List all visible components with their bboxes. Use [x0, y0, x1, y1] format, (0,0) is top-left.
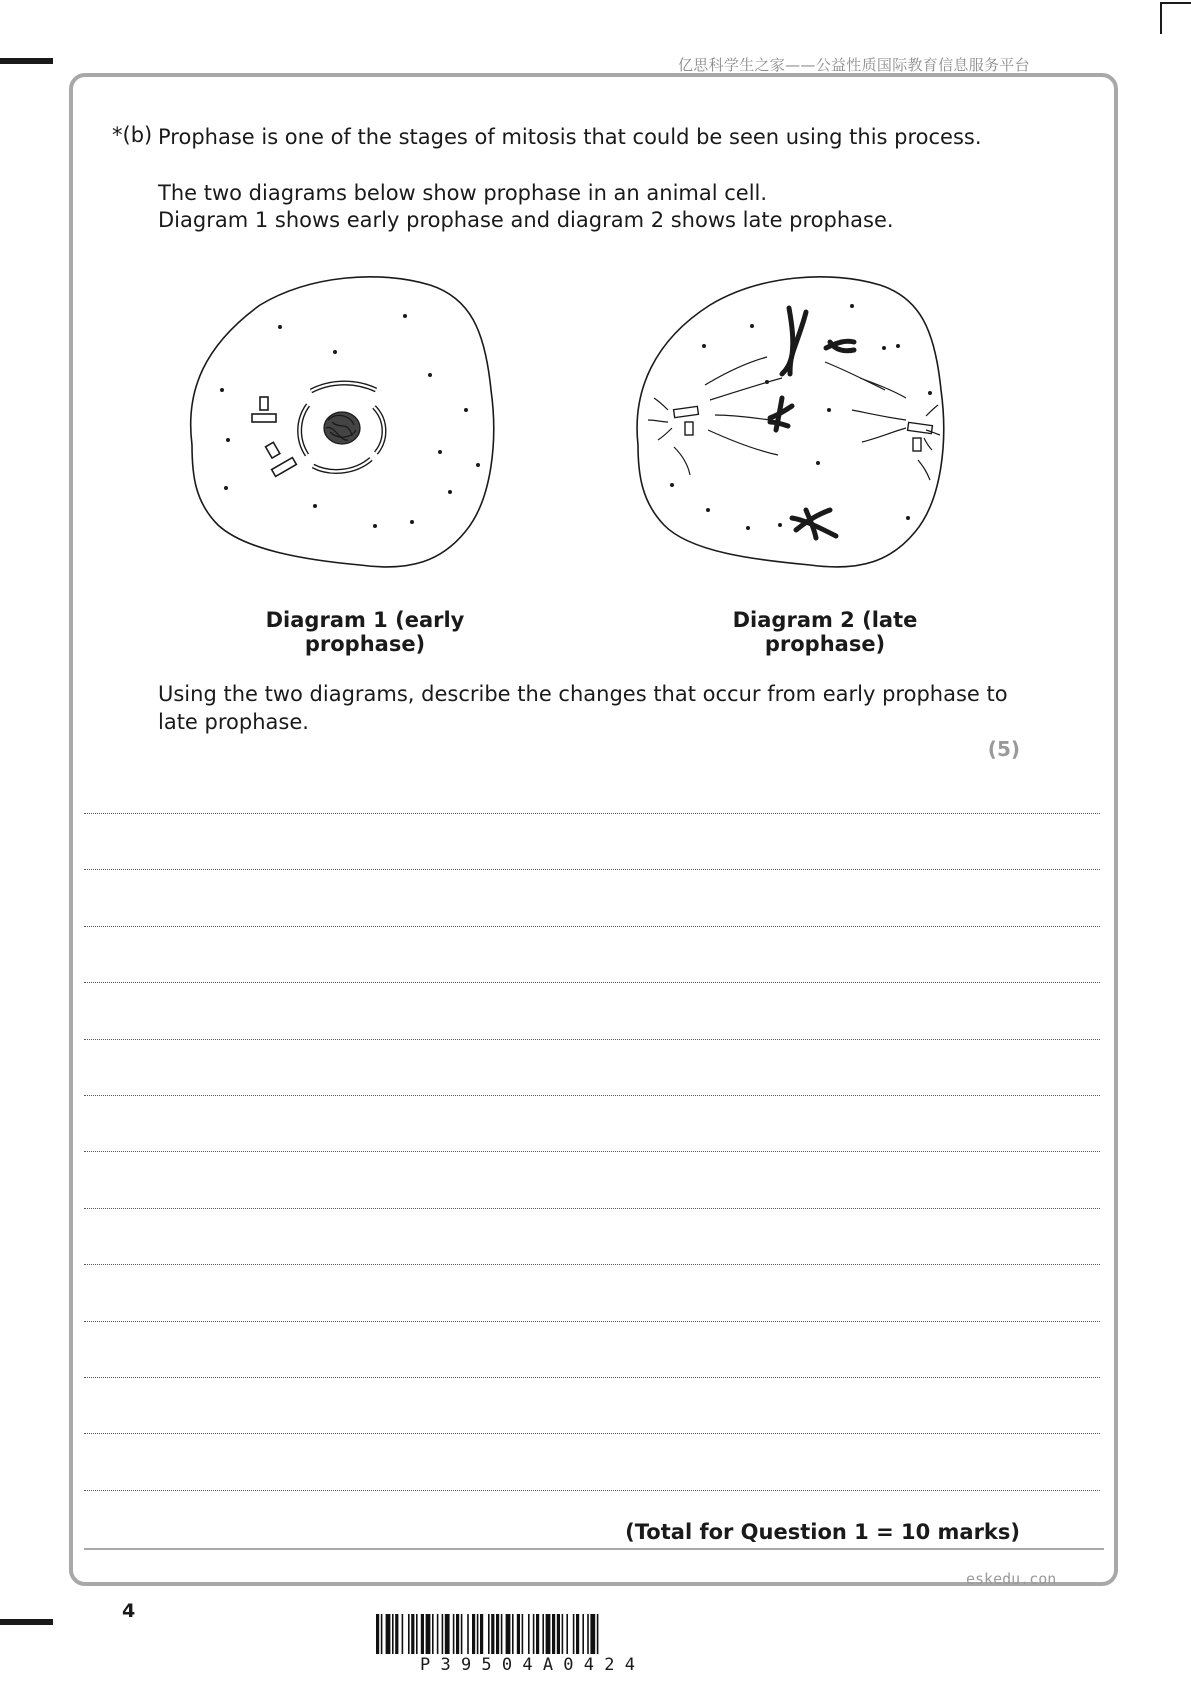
cytoplasm-dots-late [670, 304, 932, 530]
answer-line[interactable] [84, 926, 1100, 927]
task-line-2: late prophase. [158, 710, 309, 734]
answer-line[interactable] [84, 1039, 1100, 1040]
diagram-2-caption: Diagram 2 (late prophase) [732, 608, 918, 656]
answer-line[interactable] [84, 982, 1100, 983]
marks-available: (5) [987, 737, 1020, 761]
question-stem: Prophase is one of the stages of mitosis that could be seen using this process. [158, 125, 982, 149]
answer-line[interactable] [84, 1433, 1100, 1434]
answer-line[interactable] [84, 1264, 1100, 1265]
answer-line[interactable] [84, 1095, 1100, 1096]
page-number: 4 [122, 1600, 136, 1622]
margin-mark-top [0, 58, 53, 64]
bottom-rule [84, 1548, 1104, 1550]
header-watermark: 亿思科学生之家——公益性质国际教育信息服务平台 [678, 56, 1030, 74]
task-line-1: Using the two diagrams, describe the changes that occur from early prophase to [158, 682, 1008, 706]
answer-line[interactable] [84, 1321, 1100, 1322]
diagram-late-prophase [630, 270, 975, 575]
barcode-number: P 3 9 5 0 4 A 0 4 2 4 [420, 1655, 635, 1675]
question-label: *(b) [112, 123, 153, 147]
diagram-early-prophase [180, 270, 525, 575]
answer-line[interactable] [84, 1208, 1100, 1209]
question-total: (Total for Question 1 = 10 marks) [625, 1520, 1020, 1544]
question-intro-line-1: The two diagrams below show prophase in an animal cell. [158, 181, 768, 205]
margin-mark-bottom [0, 1619, 53, 1625]
diagram-1-caption: Diagram 1 (early prophase) [265, 608, 465, 656]
footer-watermark: eskedu.con [966, 1570, 1057, 1588]
question-intro-line-2: Diagram 1 shows early prophase and diagram 2 shows late prophase. [158, 208, 894, 232]
answer-line[interactable] [84, 813, 1100, 814]
answer-line[interactable] [84, 869, 1100, 870]
corner-mark [1160, 2, 1191, 34]
answer-line[interactable] [84, 1490, 1100, 1491]
barcode [376, 1614, 812, 1654]
answer-line[interactable] [84, 1151, 1100, 1152]
answer-line[interactable] [84, 1377, 1100, 1378]
